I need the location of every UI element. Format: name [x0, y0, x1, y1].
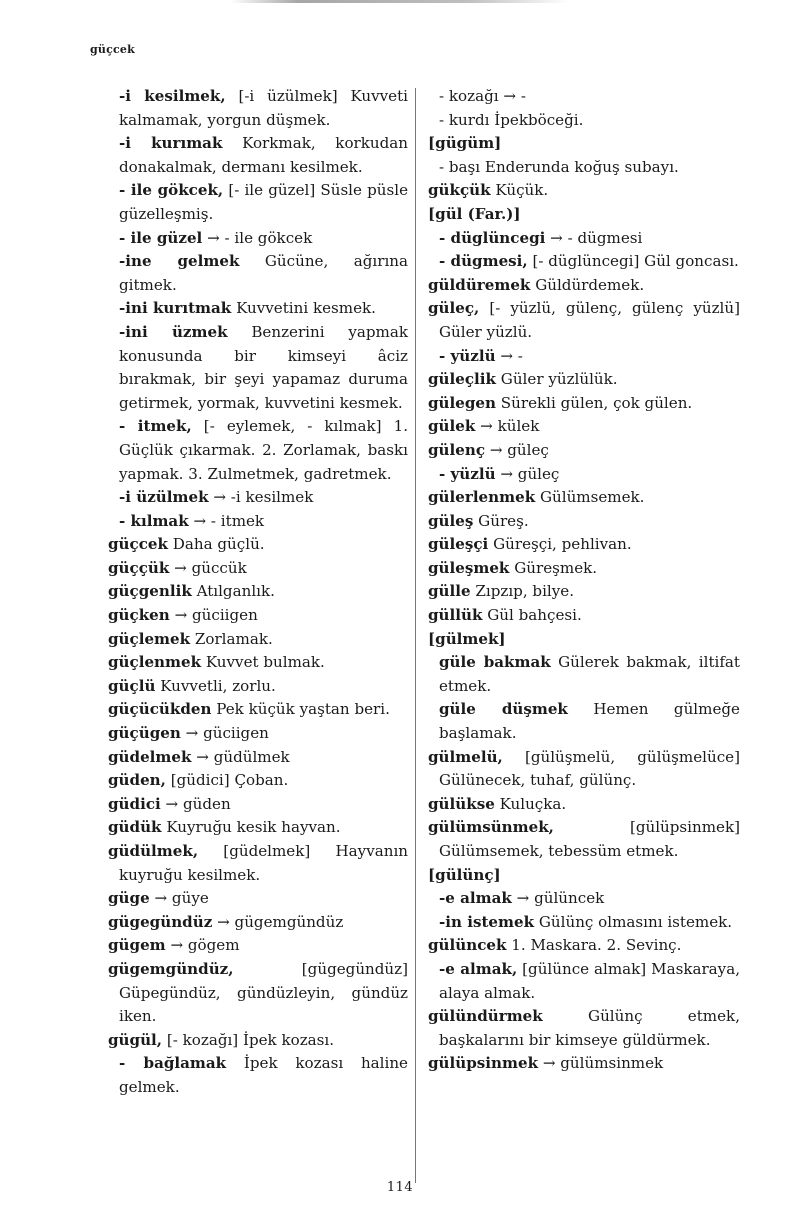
definition: [- düglüncegi] Gül goncası. — [527, 252, 739, 271]
headword: [gülmek] — [428, 629, 506, 648]
headword: güleçlik — [428, 370, 496, 389]
headword: - bağlamak — [119, 1054, 227, 1073]
dictionary-entry — [428, 486, 740, 510]
dictionary-entry — [428, 1005, 740, 1052]
headword: güleç, — [428, 299, 480, 318]
headword: - yüzlü — [439, 346, 496, 365]
definition: [- ile güzel] Süsle püsle güzelleşmiş. — [119, 181, 408, 223]
definition: Benzerini yapmak konusunda bir kimseyi âciz bırakmak, bir şeyi yapamaz duruma getirmek, yormak, kuvvetini kesmek. — [119, 322, 408, 412]
dictionary-entry — [428, 1052, 740, 1076]
definition: Kuyruğu kesik hayvan. — [161, 818, 341, 837]
definition: → güdülmek — [191, 747, 290, 766]
definition: Gücüne, ağırına gitmek. — [119, 252, 408, 294]
headword: güden, — [108, 771, 166, 790]
definition: → güciigen — [169, 606, 258, 625]
definition: Zıpzıp, bilye. — [470, 582, 574, 601]
definition: Kuvvet bulmak. — [201, 653, 325, 672]
headword: - itmek, — [119, 417, 192, 436]
headword: güle bakmak — [439, 653, 551, 672]
headword: - ile gökcek, — [119, 181, 224, 200]
dictionary-entry — [108, 698, 408, 722]
definition: Daha güçlü. — [167, 535, 265, 554]
headword: güçcek — [108, 535, 168, 554]
headword: güge — [108, 889, 150, 908]
dictionary-entry — [108, 675, 408, 699]
dictionary-entry — [428, 934, 740, 958]
headword: güdici — [108, 794, 161, 813]
dictionary-entry — [108, 769, 408, 793]
definition: Kuvvetli, zorlu. — [155, 676, 276, 695]
headword: gügegündüz — [108, 912, 213, 931]
definition: → güccük — [169, 558, 247, 577]
definition: [- yüzlü, gülenç, gülenç yüzlü] Güler yüzlü. — [439, 299, 740, 341]
dictionary-entry — [428, 510, 740, 534]
dictionary-entry — [428, 746, 740, 793]
sub-entry — [108, 297, 408, 321]
definition: - başı Enderunda koğuş subayı. — [439, 157, 679, 176]
definition: İpek kozası haline gelmek. — [119, 1054, 408, 1096]
definition: [gülünce almak] Maskaraya, alaya almak. — [439, 959, 740, 1002]
dictionary-entry — [108, 604, 408, 628]
headword: - kılmak — [119, 511, 189, 530]
sub-entry — [108, 486, 408, 510]
dictionary-entry — [428, 415, 740, 439]
running-head: güçcek — [90, 43, 135, 56]
definition: [- eylemek, - kılmak] 1. Güçlük çıkarmak. 2. Zorlamak, baskı yapmak. 3. Zulmetmek, gadretmek. — [119, 417, 408, 483]
dictionary-entry — [428, 368, 740, 392]
definition: Gülünç etmek, başkalarını bir kimseye güldürmek. — [439, 1007, 740, 1049]
headword: gülüncek — [428, 936, 507, 955]
dictionary-entry — [428, 864, 740, 888]
definition: → - dügmesi — [545, 228, 643, 247]
headword: -ine gelmek — [119, 252, 240, 271]
definition: Gülerek bakmak, iltifat etmek. — [439, 653, 740, 695]
dictionary-entry — [108, 887, 408, 911]
definition: → güleç — [495, 464, 560, 483]
headword: -i kurımak — [119, 134, 223, 153]
sub-entry — [428, 109, 740, 133]
definition: Güreş. — [473, 511, 529, 530]
dictionary-entry — [428, 557, 740, 581]
dictionary-entry — [428, 392, 740, 416]
sub-entry — [428, 85, 740, 109]
sub-entry — [428, 463, 740, 487]
definition: Zorlamak. — [190, 629, 273, 648]
headword: güçgenlik — [108, 582, 192, 601]
dictionary-entry — [428, 274, 740, 298]
definition: → güye — [149, 889, 209, 908]
dictionary-entry — [108, 793, 408, 817]
definition: 1. Maskara. 2. Sevinç. — [506, 936, 682, 955]
dictionary-entry — [428, 533, 740, 557]
dictionary-entry — [428, 297, 740, 344]
definition: Gülünç olmasını istemek. — [534, 912, 733, 931]
headword: gügemgündüz, — [108, 959, 234, 978]
headword: güllük — [428, 606, 483, 625]
scan-artifact — [230, 0, 570, 3]
dictionary-entry — [428, 203, 740, 227]
headword: gülle — [428, 582, 471, 601]
headword: gülerlenmek — [428, 488, 536, 507]
sub-entry — [428, 250, 740, 274]
sub-entry — [428, 651, 740, 698]
dictionary-entry — [108, 580, 408, 604]
definition: Küçük. — [490, 181, 549, 200]
definition: → gügemgündüz — [212, 912, 344, 931]
headword: gülmelü, — [428, 747, 503, 766]
definition: → güden — [160, 794, 231, 813]
column-divider — [415, 88, 416, 1183]
definition: Güler yüzlülük. — [495, 370, 618, 389]
dictionary-entry — [428, 580, 740, 604]
headword: gülüpsinmek — [428, 1054, 539, 1073]
headword: güçügen — [108, 724, 181, 743]
sub-entry — [428, 911, 740, 935]
dictionary-entry — [108, 746, 408, 770]
headword: -i üzülmek — [119, 488, 209, 507]
headword: güle düşmek — [439, 700, 568, 719]
dictionary-entry — [428, 604, 740, 628]
headword: gülükse — [428, 794, 495, 813]
definition: → güleç — [485, 440, 549, 459]
dictionary-entry — [428, 439, 740, 463]
sub-entry — [428, 958, 740, 1005]
sub-entry — [108, 415, 408, 486]
headword: güççük — [108, 558, 170, 577]
page-number: 114 — [386, 1180, 414, 1195]
dictionary-entry — [108, 651, 408, 675]
sub-entry — [108, 227, 408, 251]
definition: → -i kesilmek — [208, 488, 314, 507]
headword: güdülmek, — [108, 842, 199, 860]
definition: → gülüncek — [511, 889, 605, 908]
left-column — [108, 85, 408, 1100]
headword: -ini üzmek — [119, 322, 228, 341]
headword: [gülünç] — [428, 865, 501, 884]
headword: gülek — [428, 417, 476, 436]
definition: Gül bahçesi. — [482, 606, 582, 625]
sub-entry — [108, 250, 408, 297]
dictionary-entry — [108, 1029, 408, 1053]
definition: Güreşmek. — [509, 558, 598, 577]
definition: [güdelmek] Hayvanın kuyruğu kesilmek. — [119, 842, 408, 884]
dictionary-entry — [428, 132, 740, 156]
dictionary-entry — [428, 179, 740, 203]
sub-entry — [428, 156, 740, 180]
definition: [gügegündüz] Güpegündüz, gündüzleyin, gündüz iken. — [119, 959, 408, 1026]
headword: gülündürmek — [428, 1007, 543, 1026]
definition: - kurdı İpekböceği. — [439, 110, 584, 129]
headword: [gügüm] — [428, 134, 502, 153]
headword: gügem — [108, 936, 166, 955]
definition: → güciigen — [180, 724, 269, 743]
sub-entry — [108, 1052, 408, 1099]
headword: - dügmesi, — [439, 252, 528, 271]
definition: [- kozağı] İpek kozası. — [162, 1030, 335, 1049]
headword: güleşmek — [428, 558, 510, 577]
dictionary-entry — [108, 816, 408, 840]
definition: Hemen gülmeğe başlamak. — [439, 700, 740, 743]
headword: gülenç — [428, 440, 486, 459]
headword: -ini kurıtmak — [119, 299, 232, 318]
definition: [-i üzülmek] Kuvveti kalmamak, yorgun düşmek. — [119, 87, 408, 129]
dictionary-entry — [428, 793, 740, 817]
sub-entry — [108, 510, 408, 534]
sub-entry — [428, 345, 740, 369]
sub-entry — [108, 132, 408, 179]
definition: → gögem — [165, 936, 240, 955]
dictionary-entry — [108, 958, 408, 1029]
dictionary-entry — [108, 722, 408, 746]
headword: güldüremek — [428, 275, 531, 294]
dictionary-entry — [108, 557, 408, 581]
definition: Kuvvetini kesmek. — [231, 299, 376, 318]
definition: → - — [495, 346, 523, 365]
definition: [gülüpsinmek] Gülümsemek, tebessüm etmek. — [439, 818, 740, 860]
headword: - ile güzel — [119, 228, 203, 247]
headword: güdük — [108, 818, 162, 837]
sub-entry — [428, 227, 740, 251]
dictionary-entry — [108, 934, 408, 958]
definition: [gülüşmelü, gülüşmelüce] Gülünecek, tuhaf, gülünç. — [439, 747, 740, 790]
dictionary-entry — [428, 816, 740, 863]
dictionary-entry — [108, 911, 408, 935]
definition: → külek — [475, 417, 540, 436]
headword: güleşçi — [428, 535, 489, 554]
definition: [güdici] Çoban. — [165, 771, 289, 790]
headword: -i kesilmek, — [119, 87, 226, 105]
sub-entry — [108, 179, 408, 226]
headword: - yüzlü — [439, 464, 496, 483]
definition: Korkmak, korkudan donakalmak, dermanı kesilmek. — [119, 134, 408, 176]
definition: Pek küçük yaştan beri. — [211, 700, 390, 719]
headword: - düglüncegi — [439, 228, 546, 247]
definition: - kozağı → - — [439, 87, 526, 105]
definition: → - ile gökcek — [202, 228, 313, 247]
sub-entry — [428, 698, 740, 745]
definition: Sürekli gülen, çok gülen. — [496, 393, 693, 412]
definition: → - itmek — [188, 511, 265, 530]
headword: güçücükden — [108, 700, 212, 719]
headword: [gül (Far.)] — [428, 204, 521, 223]
headword: güçlemek — [108, 629, 191, 648]
headword: güçlü — [108, 676, 156, 695]
right-column — [428, 85, 740, 1076]
headword: gügül, — [108, 1030, 163, 1049]
sub-entry — [108, 85, 408, 132]
dictionary-entry — [108, 533, 408, 557]
headword: -e almak — [439, 889, 512, 908]
definition: → gülümsinmek — [538, 1054, 664, 1073]
headword: gükçük — [428, 181, 491, 200]
headword: -e almak, — [439, 959, 518, 978]
definition: Kuluçka. — [494, 794, 567, 813]
headword: -in istemek — [439, 912, 535, 931]
dictionary-entry — [428, 628, 740, 652]
headword: güleş — [428, 511, 474, 530]
headword: gülegen — [428, 393, 496, 412]
headword: güdelmek — [108, 747, 192, 766]
dictionary-entry — [108, 628, 408, 652]
sub-entry — [108, 321, 408, 415]
headword: güçken — [108, 606, 170, 625]
headword: gülümsünmek, — [428, 818, 554, 837]
definition: Atılganlık. — [191, 582, 275, 601]
definition: Gülümsemek. — [535, 488, 645, 507]
sub-entry — [428, 887, 740, 911]
dictionary-entry — [108, 840, 408, 887]
definition: Güldürdemek. — [530, 275, 645, 294]
definition: Güreşçi, pehlivan. — [488, 535, 632, 554]
headword: güçlenmek — [108, 653, 202, 672]
